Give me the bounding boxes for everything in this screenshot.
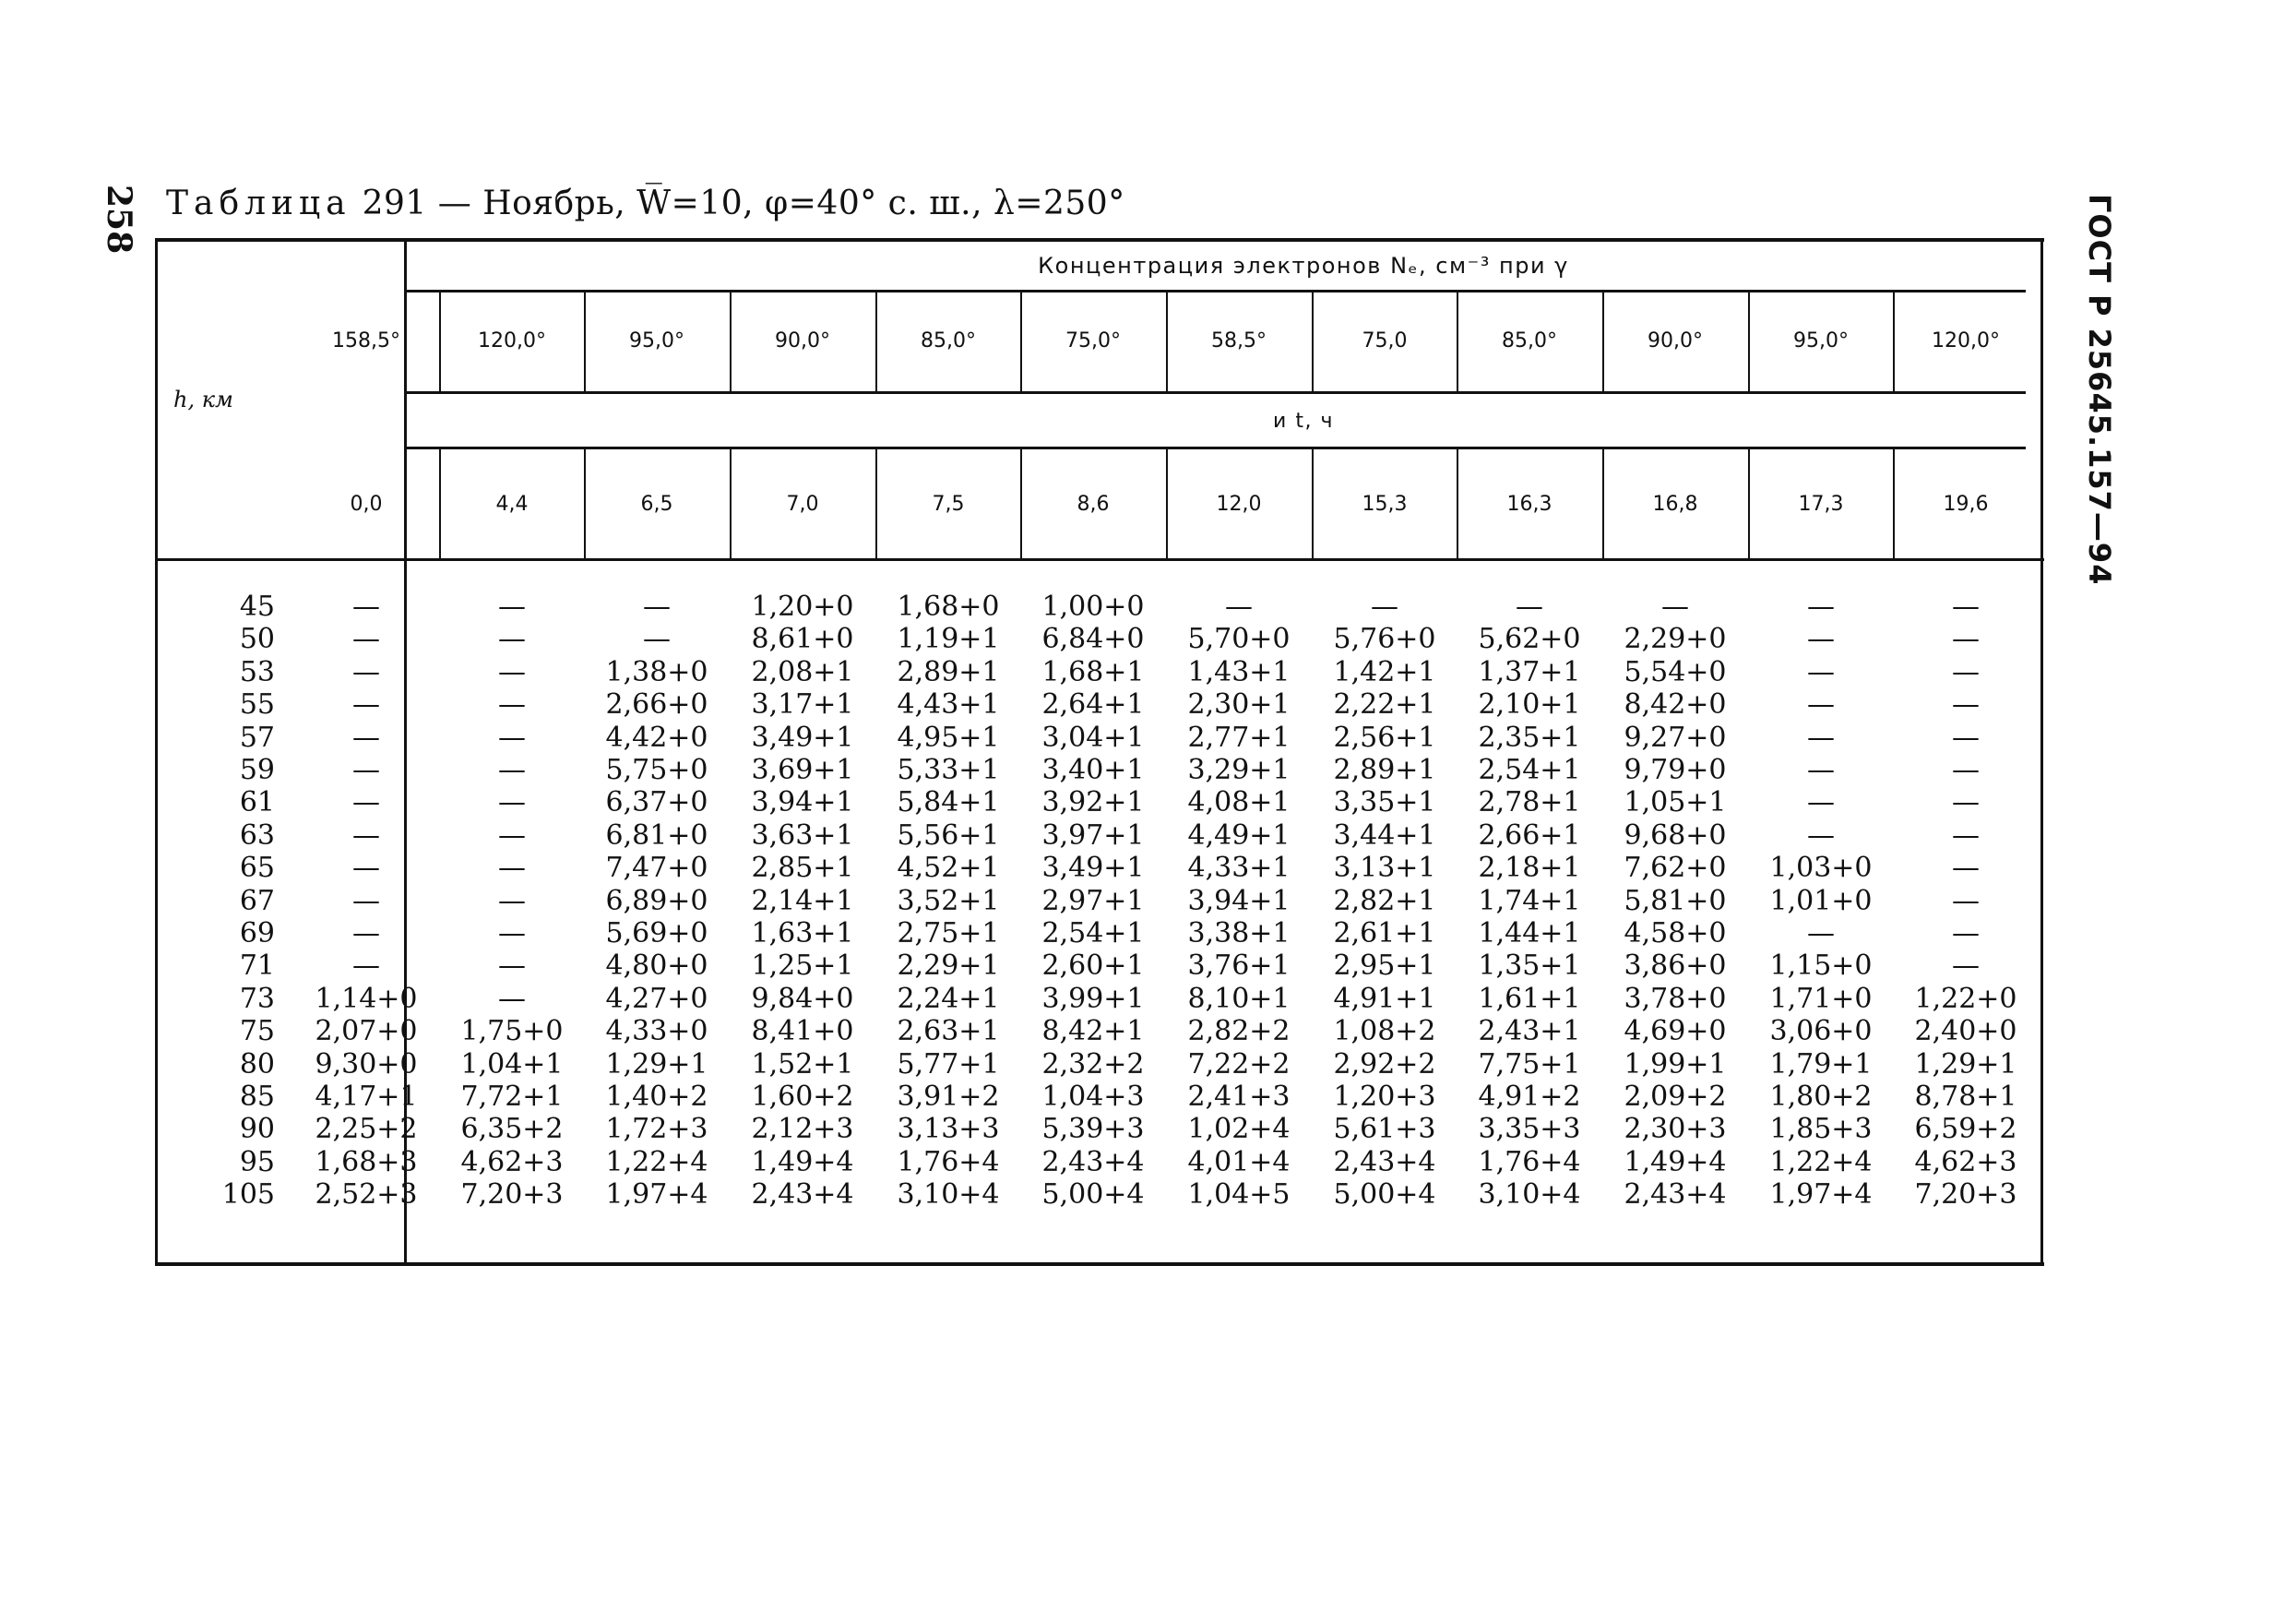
header-line-3 xyxy=(404,447,2026,449)
height-label: 71 xyxy=(239,949,275,982)
table-cell: — xyxy=(1952,885,1980,917)
table-cell: — xyxy=(498,949,526,982)
table-cell: 2,52+3 xyxy=(315,1178,418,1211)
table-cell: 1,22+0 xyxy=(1914,983,2017,1015)
table-cell: — xyxy=(352,754,380,786)
table-cell: — xyxy=(498,591,526,623)
caption-text: — Ноябрь, W̅=10, φ=40° с. ш., λ=250° xyxy=(437,185,1125,222)
table-cell: 2,22+1 xyxy=(1333,688,1436,721)
height-label: 65 xyxy=(239,852,275,884)
table-cell: 6,84+0 xyxy=(1041,623,1145,655)
table-cell: — xyxy=(498,722,526,754)
table-cell: 8,41+0 xyxy=(751,1015,854,1047)
height-label: 69 xyxy=(239,917,275,949)
height-label: 45 xyxy=(239,591,275,623)
table-cell: 2,08+1 xyxy=(751,656,854,688)
table-cell: — xyxy=(1952,591,1980,623)
table-cell: 5,33+1 xyxy=(897,754,1000,786)
gamma-header-cell: 120,0° xyxy=(1932,329,2000,352)
table-cell: — xyxy=(352,688,380,721)
table-cell: 5,00+4 xyxy=(1041,1178,1145,1211)
table-cell: 2,85+1 xyxy=(751,852,854,884)
table-cell: 4,43+1 xyxy=(897,688,1000,721)
caption-prefix: Таблица xyxy=(166,185,351,222)
table-cell: 1,42+1 xyxy=(1333,656,1436,688)
table-cell: 2,43+4 xyxy=(751,1178,854,1211)
table-cell: 3,40+1 xyxy=(1041,754,1145,786)
table-cell: 1,80+2 xyxy=(1769,1081,1873,1113)
table-cell: 1,03+0 xyxy=(1769,852,1873,884)
gamma-header-cell: 85,0° xyxy=(921,329,976,352)
concentration-group-header: Концентрация электронов Nₑ, см⁻³ при γ xyxy=(1038,253,1569,279)
table-cell: 1,37+1 xyxy=(1478,656,1581,688)
table-cell: 2,30+3 xyxy=(1624,1113,1727,1145)
table-cell: 2,07+0 xyxy=(315,1015,418,1047)
table-cell: 4,49+1 xyxy=(1187,819,1291,852)
table-cell: — xyxy=(1952,623,1980,655)
height-label: 95 xyxy=(239,1146,275,1178)
t-header-cell: 7,5 xyxy=(932,493,965,516)
table-cell: 1,14+0 xyxy=(315,983,418,1015)
table-cell: 3,94+1 xyxy=(751,786,854,818)
table-cell: 2,09+2 xyxy=(1624,1081,1727,1113)
table-cell: 2,25+2 xyxy=(315,1113,418,1145)
table-cell: 2,75+1 xyxy=(897,917,1000,949)
table-cell: 1,20+3 xyxy=(1333,1081,1436,1113)
table-cell: 2,77+1 xyxy=(1187,722,1291,754)
table-cell: 4,69+0 xyxy=(1624,1015,1727,1047)
table-cell: 1,19+1 xyxy=(897,623,1000,655)
table-cell: 3,38+1 xyxy=(1187,917,1291,949)
table-cell: — xyxy=(1807,623,1835,655)
table-cell: 6,35+2 xyxy=(460,1113,564,1145)
table-cell: — xyxy=(1807,819,1835,852)
table-cell: 2,40+0 xyxy=(1914,1015,2017,1047)
table-cell: 1,22+4 xyxy=(605,1146,708,1178)
table-cell: 3,63+1 xyxy=(751,819,854,852)
table-cell: — xyxy=(1952,688,1980,721)
t-header-cell: 17,3 xyxy=(1798,493,1844,516)
table-cell: 2,41+3 xyxy=(1187,1081,1291,1113)
table-cell: 3,52+1 xyxy=(897,885,1000,917)
header-bottom-line xyxy=(155,558,2044,561)
table-cell: — xyxy=(1807,754,1835,786)
height-label: 61 xyxy=(239,786,275,818)
table-cell: 5,70+0 xyxy=(1187,623,1291,655)
table-cell: 9,30+0 xyxy=(315,1048,418,1081)
table-cell: — xyxy=(1952,852,1980,884)
table-cell: 2,95+1 xyxy=(1333,949,1436,982)
table-cell: 5,84+1 xyxy=(897,786,1000,818)
gamma-header-cell: 158,5° xyxy=(332,329,400,352)
table-cell: 1,76+4 xyxy=(1478,1146,1581,1178)
table-cell: 3,10+4 xyxy=(897,1178,1000,1211)
table-cell: — xyxy=(352,885,380,917)
table-cell: 2,43+4 xyxy=(1624,1178,1727,1211)
table-cell: 9,27+0 xyxy=(1624,722,1727,754)
table-cell: 2,30+1 xyxy=(1187,688,1291,721)
table-cell: 4,01+4 xyxy=(1187,1146,1291,1178)
table-cell: 1,63+1 xyxy=(751,917,854,949)
table-cell: 3,76+1 xyxy=(1187,949,1291,982)
table-cell: 1,04+3 xyxy=(1041,1081,1145,1113)
table-cell: 1,43+1 xyxy=(1187,656,1291,688)
table-cell: 6,81+0 xyxy=(605,819,708,852)
height-column-header: h, км xyxy=(173,387,233,412)
table-cell: 2,89+1 xyxy=(1333,754,1436,786)
table-cell: 3,35+1 xyxy=(1333,786,1436,818)
table-cell: — xyxy=(352,591,380,623)
height-label: 90 xyxy=(239,1113,275,1145)
table-cell: 1,04+5 xyxy=(1187,1178,1291,1211)
table-cell: — xyxy=(498,983,526,1015)
table-cell: 2,56+1 xyxy=(1333,722,1436,754)
table-cell: 9,68+0 xyxy=(1624,819,1727,852)
table-cell: 4,27+0 xyxy=(605,983,708,1015)
table-cell: — xyxy=(352,786,380,818)
table-cell: 3,13+1 xyxy=(1333,852,1436,884)
table-cell: 2,61+1 xyxy=(1333,917,1436,949)
table-cell: 7,22+2 xyxy=(1187,1048,1291,1081)
table-cell: 6,59+2 xyxy=(1914,1113,2017,1145)
table-cell: 1,71+0 xyxy=(1769,983,1873,1015)
table-cell: 4,42+0 xyxy=(605,722,708,754)
table-cell: 3,49+1 xyxy=(1041,852,1145,884)
table-cell: — xyxy=(1807,656,1835,688)
table-cell: — xyxy=(1952,917,1980,949)
gamma-header-cell: 90,0° xyxy=(775,329,830,352)
table-cell: 2,97+1 xyxy=(1041,885,1145,917)
table-cell: 1,75+0 xyxy=(460,1015,564,1047)
height-label: 105 xyxy=(221,1178,275,1211)
table-cell: 1,68+3 xyxy=(315,1146,418,1178)
gamma-header-cell: 75,0° xyxy=(1065,329,1121,352)
table-cell: — xyxy=(498,917,526,949)
table-cell: 2,35+1 xyxy=(1478,722,1581,754)
table-cell: 1,02+4 xyxy=(1187,1113,1291,1145)
t-header-cell: 19,6 xyxy=(1943,493,1989,516)
table-cell: 8,10+1 xyxy=(1187,983,1291,1015)
table-cell: 1,74+1 xyxy=(1478,885,1581,917)
table-cell: 3,69+1 xyxy=(751,754,854,786)
table-cell: 1,20+0 xyxy=(751,591,854,623)
table-cell: 2,43+4 xyxy=(1041,1146,1145,1178)
table-cell: 4,91+1 xyxy=(1333,983,1436,1015)
height-label: 63 xyxy=(239,819,275,852)
table-cell: — xyxy=(352,623,380,655)
table-cell: — xyxy=(352,852,380,884)
table-cell: — xyxy=(1807,722,1835,754)
table-cell: 2,89+1 xyxy=(897,656,1000,688)
table-cell: — xyxy=(1807,591,1835,623)
table-cell: 5,81+0 xyxy=(1624,885,1727,917)
table-cell: 4,91+2 xyxy=(1478,1081,1581,1113)
height-label: 55 xyxy=(239,688,275,721)
table-cell: 4,58+0 xyxy=(1624,917,1727,949)
time-group-header: и t, ч xyxy=(1273,410,1334,433)
table-cell: 1,76+4 xyxy=(897,1146,1000,1178)
table-cell: — xyxy=(643,591,671,623)
t-header-cell: 8,6 xyxy=(1077,493,1110,516)
table-cell: 4,95+1 xyxy=(897,722,1000,754)
table-cell: 9,79+0 xyxy=(1624,754,1727,786)
table-cell: 2,12+3 xyxy=(751,1113,854,1145)
height-label: 50 xyxy=(239,623,275,655)
table-cell: — xyxy=(352,819,380,852)
table-cell: 7,75+1 xyxy=(1478,1048,1581,1081)
table-cell: 3,92+1 xyxy=(1041,786,1145,818)
height-label: 57 xyxy=(239,722,275,754)
table-cell: 7,62+0 xyxy=(1624,852,1727,884)
gost-standard-label: ГОСТ Р 25645.157—94 xyxy=(2082,194,2117,586)
table-cell: 4,08+1 xyxy=(1187,786,1291,818)
table-cell: 1,79+1 xyxy=(1769,1048,1873,1081)
table-cell: — xyxy=(1952,656,1980,688)
table-cell: — xyxy=(1952,722,1980,754)
t-header-cell: 16,3 xyxy=(1506,493,1552,516)
table-cell: 2,29+0 xyxy=(1624,623,1727,655)
t-header-cell: 4,4 xyxy=(495,493,529,516)
height-label: 75 xyxy=(239,1015,275,1047)
table-cell: 3,91+2 xyxy=(897,1081,1000,1113)
table-cell: 4,33+0 xyxy=(605,1015,708,1047)
right-border xyxy=(2040,242,2043,1262)
table-cell: 3,97+1 xyxy=(1041,819,1145,852)
table-cell: 2,92+2 xyxy=(1333,1048,1436,1081)
t-header-cell: 0,0 xyxy=(350,493,383,516)
table-cell: — xyxy=(498,852,526,884)
table-cell: 4,33+1 xyxy=(1187,852,1291,884)
table-cell: 8,61+0 xyxy=(751,623,854,655)
table-cell: 2,43+4 xyxy=(1333,1146,1436,1178)
table-cell: — xyxy=(352,656,380,688)
table-cell: 1,01+0 xyxy=(1769,885,1873,917)
height-label: 53 xyxy=(239,656,275,688)
table-cell: — xyxy=(643,623,671,655)
table-cell: 2,66+0 xyxy=(605,688,708,721)
table-cell: 2,78+1 xyxy=(1478,786,1581,818)
table-cell: 3,13+3 xyxy=(897,1113,1000,1145)
table-cell: 2,29+1 xyxy=(897,949,1000,982)
table-cell: 1,15+0 xyxy=(1769,949,1873,982)
table-cell: — xyxy=(352,917,380,949)
table-cell: 1,29+1 xyxy=(605,1048,708,1081)
gamma-header-cell: 95,0° xyxy=(1793,329,1849,352)
header-line-1 xyxy=(404,290,2026,293)
table-cell: 1,49+4 xyxy=(751,1146,854,1178)
table-cell: — xyxy=(498,656,526,688)
table-cell: 1,00+0 xyxy=(1041,591,1145,623)
table-cell: 4,62+3 xyxy=(1914,1146,2017,1178)
table-cell: — xyxy=(1952,819,1980,852)
table-cell: — xyxy=(1225,591,1253,623)
height-label: 59 xyxy=(239,754,275,786)
table-cell: 3,78+0 xyxy=(1624,983,1727,1015)
table-cell: 2,54+1 xyxy=(1478,754,1581,786)
table-cell: 4,80+0 xyxy=(605,949,708,982)
table-cell: 3,44+1 xyxy=(1333,819,1436,852)
table-cell: — xyxy=(1952,754,1980,786)
gamma-header-cell: 95,0° xyxy=(629,329,684,352)
gamma-header-cell: 85,0° xyxy=(1502,329,1557,352)
table-cell: 9,84+0 xyxy=(751,983,854,1015)
table-cell: 3,06+0 xyxy=(1769,1015,1873,1047)
table-cell: 8,42+0 xyxy=(1624,688,1727,721)
gamma-header-cell: 90,0° xyxy=(1648,329,1703,352)
table-cell: 1,97+4 xyxy=(1769,1178,1873,1211)
table-cell: 5,62+0 xyxy=(1478,623,1581,655)
table-cell: 2,66+1 xyxy=(1478,819,1581,852)
t-header-cell: 7,0 xyxy=(786,493,819,516)
table-cell: 3,99+1 xyxy=(1041,983,1145,1015)
t-header-cell: 16,8 xyxy=(1652,493,1698,516)
table-cell: 5,39+3 xyxy=(1041,1113,1145,1145)
table-cell: 3,17+1 xyxy=(751,688,854,721)
t-header-cell: 15,3 xyxy=(1362,493,1408,516)
table-cell: 2,82+2 xyxy=(1187,1015,1291,1047)
table-cell: 1,40+2 xyxy=(605,1081,708,1113)
table-cell: 2,32+2 xyxy=(1041,1048,1145,1081)
height-label: 85 xyxy=(239,1081,275,1113)
header-line-2 xyxy=(404,391,2026,394)
table-cell: 7,20+3 xyxy=(1914,1178,2017,1211)
table-cell: 5,00+4 xyxy=(1333,1178,1436,1211)
table-cell: 2,14+1 xyxy=(751,885,854,917)
table-cell: 3,29+1 xyxy=(1187,754,1291,786)
gamma-header-cell: 120,0° xyxy=(478,329,546,352)
table-cell: 1,68+1 xyxy=(1041,656,1145,688)
table-cell: 7,72+1 xyxy=(460,1081,564,1113)
table-cell: 4,17+1 xyxy=(315,1081,418,1113)
table-cell: — xyxy=(1807,917,1835,949)
height-label: 73 xyxy=(239,983,275,1015)
caption-number: 291 xyxy=(362,185,427,222)
table-cell: — xyxy=(1516,591,1543,623)
table-cell: — xyxy=(498,819,526,852)
table-cell: 1,61+1 xyxy=(1478,983,1581,1015)
table-cell: 2,10+1 xyxy=(1478,688,1581,721)
table-cell: 1,05+1 xyxy=(1624,786,1727,818)
table-cell: 5,69+0 xyxy=(605,917,708,949)
table-cell: 8,78+1 xyxy=(1914,1081,2017,1113)
table-cell: 5,75+0 xyxy=(605,754,708,786)
table-cell: — xyxy=(1661,591,1689,623)
gamma-header-cell: 75,0 xyxy=(1362,329,1408,352)
table-cell: 6,89+0 xyxy=(605,885,708,917)
table-cell: 1,44+1 xyxy=(1478,917,1581,949)
table-cell: 3,49+1 xyxy=(751,722,854,754)
table-cell: 2,43+1 xyxy=(1478,1015,1581,1047)
table-cell: 1,22+4 xyxy=(1769,1146,1873,1178)
table-cell: 7,47+0 xyxy=(605,852,708,884)
table-cell: 3,10+4 xyxy=(1478,1178,1581,1211)
table-cell: 1,04+1 xyxy=(460,1048,564,1081)
table-cell: 2,54+1 xyxy=(1041,917,1145,949)
t-header-cell: 6,5 xyxy=(640,493,673,516)
height-label: 80 xyxy=(239,1048,275,1081)
table-cell: — xyxy=(1807,786,1835,818)
table-cell: 3,94+1 xyxy=(1187,885,1291,917)
table-cell: 1,08+2 xyxy=(1333,1015,1436,1047)
table-cell: 3,04+1 xyxy=(1041,722,1145,754)
table-cell: 5,56+1 xyxy=(897,819,1000,852)
table-cell: — xyxy=(498,786,526,818)
table-cell: — xyxy=(1807,688,1835,721)
table-cell: — xyxy=(498,623,526,655)
table-cell: 2,18+1 xyxy=(1478,852,1581,884)
t-header-cell: 12,0 xyxy=(1216,493,1262,516)
table-cell: 1,72+3 xyxy=(605,1113,708,1145)
table-cell: — xyxy=(1371,591,1398,623)
table-cell: 6,37+0 xyxy=(605,786,708,818)
table-cell: 4,62+3 xyxy=(460,1146,564,1178)
electron-concentration-table xyxy=(155,238,2044,1266)
table-caption xyxy=(166,185,1125,222)
table-cell: 1,38+0 xyxy=(605,656,708,688)
table-cell: 8,42+1 xyxy=(1041,1015,1145,1047)
table-cell: — xyxy=(498,885,526,917)
table-cell: — xyxy=(498,754,526,786)
table-cell: 5,76+0 xyxy=(1333,623,1436,655)
table-cell: 1,49+4 xyxy=(1624,1146,1727,1178)
table-cell: — xyxy=(498,688,526,721)
table-cell: 5,54+0 xyxy=(1624,656,1727,688)
table-cell: 1,52+1 xyxy=(751,1048,854,1081)
table-cell: 2,64+1 xyxy=(1041,688,1145,721)
table-cell: 1,29+1 xyxy=(1914,1048,2017,1081)
page-number: 258 xyxy=(100,185,138,255)
table-cell: — xyxy=(352,949,380,982)
table-cell: 3,86+0 xyxy=(1624,949,1727,982)
table-cell: 1,35+1 xyxy=(1478,949,1581,982)
table-cell: 1,85+3 xyxy=(1769,1113,1873,1145)
table-cell: 2,24+1 xyxy=(897,983,1000,1015)
table-cell: — xyxy=(1952,949,1980,982)
table-cell: 1,97+4 xyxy=(605,1178,708,1211)
table-cell: 2,82+1 xyxy=(1333,885,1436,917)
table-cell: 5,77+1 xyxy=(897,1048,1000,1081)
table-cell: 4,52+1 xyxy=(897,852,1000,884)
table-cell: 3,35+3 xyxy=(1478,1113,1581,1145)
table-cell: 1,60+2 xyxy=(751,1081,854,1113)
height-label: 67 xyxy=(239,885,275,917)
table-cell: 1,25+1 xyxy=(751,949,854,982)
table-cell: 7,20+3 xyxy=(460,1178,564,1211)
table-cell: 1,99+1 xyxy=(1624,1048,1727,1081)
table-cell: 2,63+1 xyxy=(897,1015,1000,1047)
table-cell: 2,60+1 xyxy=(1041,949,1145,982)
gamma-header-cell: 58,5° xyxy=(1211,329,1267,352)
table-cell: 5,61+3 xyxy=(1333,1113,1436,1145)
table-cell: — xyxy=(1952,786,1980,818)
table-cell: — xyxy=(352,722,380,754)
table-cell: 1,68+0 xyxy=(897,591,1000,623)
